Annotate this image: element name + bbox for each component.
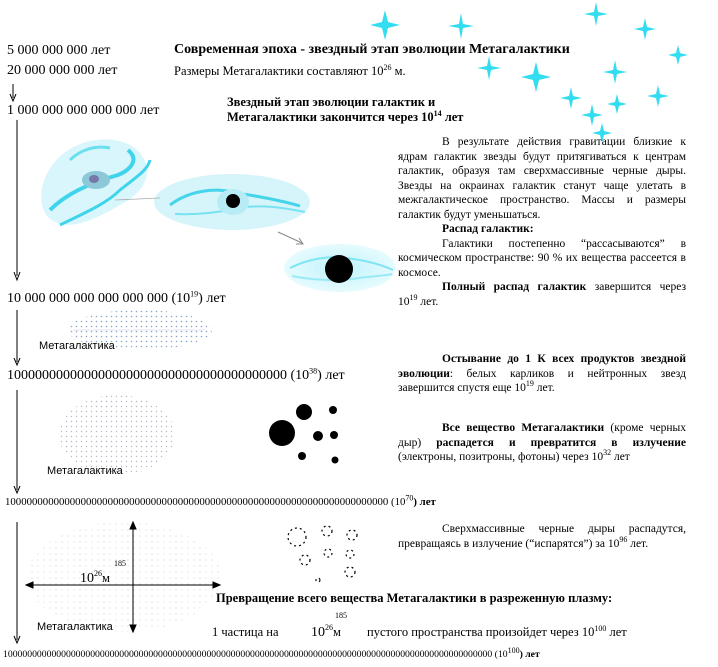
time-label-1e70: 10000000000000000000000000000000000000000000000000000000000000000000000 $(10^{70})$ лет bbox=[5, 493, 436, 508]
star-icon bbox=[584, 2, 608, 26]
black-hole-evaporation-text: Сверхмассивные черные дыры распадутся, превращаясь в излучение (“испарятся”) за $10^{96}$ лет. bbox=[398, 523, 686, 550]
star-icon bbox=[370, 10, 400, 40]
spiral-galaxy-illustration bbox=[41, 139, 150, 225]
stellar-end-line2: Метагалактики закончится через $10^{14}$ лет bbox=[227, 108, 464, 124]
galaxy-with-black-hole-illustration bbox=[154, 174, 310, 230]
star-icon bbox=[560, 87, 582, 109]
page-title: Современная эпоха - звездный этап эволюции Метагалактики bbox=[174, 42, 570, 57]
time-label-5e9: 5 000 000 000 лет bbox=[7, 43, 111, 58]
metagalaxy-label: Метагалактика bbox=[39, 340, 115, 352]
metagalaxy-label: Метагалактика bbox=[37, 621, 113, 633]
metagalaxy-size: Размеры Метагалактики составляют $10^{26}$ м. bbox=[174, 62, 406, 78]
matter-decay-text: Все вещество Метагалактики (кроме черных дыр) распадется и превратится в излучение (электроны, позитроны, фотоны) через $10^{32}$ лет bbox=[398, 422, 686, 463]
ellipse-size-label: $10^{26}м$ bbox=[80, 569, 110, 586]
plasma-line-b: $10^{26}м$ bbox=[311, 623, 341, 640]
plasma-line-a: 1 частица на bbox=[212, 625, 279, 639]
cooling-text: Остывание до 1 К всех продуктов звездной эволюции: белых карликов и нейтронных звезд завершится спустя еще $10^{19}$ лет. bbox=[398, 353, 686, 394]
star-icon bbox=[521, 62, 551, 92]
star-icon bbox=[607, 94, 627, 114]
ellipse-exp2: 185 bbox=[114, 559, 126, 568]
time-label-1e15: 1 000 000 000 000 000 лет bbox=[7, 103, 160, 118]
black-hole bbox=[226, 194, 240, 208]
plasma-title: Превращение всего вещества Метагалактики в разреженную плазму: bbox=[216, 591, 613, 605]
plasma-line-c: пустого пространства произойдет через $10^{100}$ лет bbox=[367, 623, 627, 639]
star-icon bbox=[634, 18, 656, 40]
metagalaxy-ellipse bbox=[27, 522, 221, 632]
time-label-2e10: 20 000 000 000 лет bbox=[7, 63, 118, 78]
time-label-1e19: 10 000 000 000 000 000 000 $(10^{19})$ лет bbox=[7, 289, 226, 306]
time-label-1e100: 10000000000000000000000000000000000000000000000000000000000000000000000000000000000000000000000000000 $(10^{100})$ лет bbox=[3, 645, 540, 660]
metagalaxy-label: Метагалактика bbox=[47, 465, 123, 477]
star-icon bbox=[647, 85, 669, 107]
star-icon bbox=[668, 45, 688, 65]
star-icon bbox=[603, 60, 627, 84]
star-icon bbox=[581, 104, 603, 126]
metagalaxy-ellipse bbox=[59, 395, 175, 475]
timeline-arrows bbox=[10, 84, 20, 643]
time-label-1e38: 1000000000000000000000000000000000000000 $(10^{38})$ лет bbox=[7, 366, 345, 383]
black-holes-cluster bbox=[269, 404, 339, 464]
galaxy-core-black-hole-illustration bbox=[284, 244, 396, 292]
evaporating-black-holes bbox=[288, 526, 357, 582]
galaxy-evolution-text: В результате действия гравитации близкие к ядрам галактик звезды будут притягиваться к центрам галактик, образуя там сверхмассивные черные дыры. Звезды на окраинах галактик станут чаще улетать в межгалактическое пространство. Массы и размеры галактик будут уменьшаться. Распад галактик: Галактики постепенно “рассасываются” в космическом пространстве: 90 % их вещества рассеется в космосе. Полный распад галактик завершится через $10^{19}$ лет. bbox=[398, 136, 686, 308]
black-hole bbox=[325, 255, 353, 283]
star-icon bbox=[477, 56, 501, 80]
stellar-end-line1: Звездный этап эволюции галактик и bbox=[227, 95, 436, 109]
star-icon bbox=[448, 13, 474, 39]
plasma-exp2: 185 bbox=[335, 611, 347, 620]
